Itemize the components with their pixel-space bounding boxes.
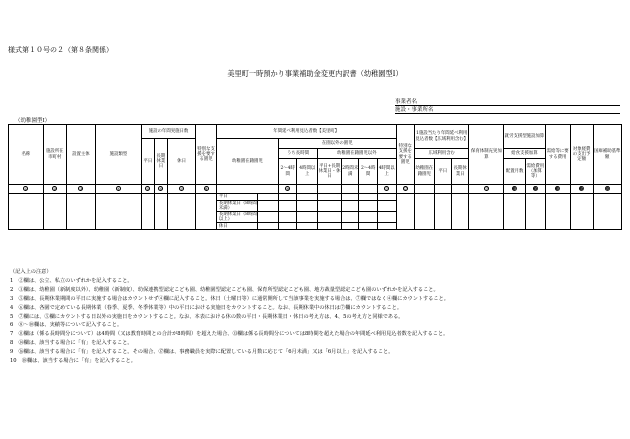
subsidy-table bbox=[8, 124, 622, 230]
cell[interactable] bbox=[297, 212, 318, 223]
header-sub-total: 需給等に要する費用 bbox=[545, 125, 570, 185]
header-name: 名称 bbox=[9, 125, 44, 185]
input-location[interactable] bbox=[43, 194, 66, 230]
header-operator: 設置主体 bbox=[66, 125, 95, 185]
mark-22: ⑮ bbox=[526, 185, 546, 194]
mark-16: ⑫ bbox=[396, 185, 415, 194]
cell[interactable] bbox=[359, 223, 378, 230]
mark-3: ③ bbox=[66, 185, 95, 194]
cell[interactable] bbox=[297, 223, 318, 230]
header-holiday: 休日 bbox=[167, 139, 195, 185]
cell[interactable] bbox=[342, 223, 359, 230]
mark-2: ② bbox=[43, 185, 66, 194]
mark-20: ⑬ bbox=[469, 185, 504, 194]
input-special-support-2[interactable] bbox=[396, 194, 415, 230]
input-long-holiday-days[interactable] bbox=[154, 194, 167, 230]
input-holiday-days[interactable] bbox=[167, 194, 195, 230]
cell[interactable] bbox=[258, 223, 279, 230]
cell[interactable] bbox=[278, 223, 297, 230]
cell[interactable] bbox=[258, 194, 279, 201]
cell[interactable] bbox=[570, 194, 593, 230]
header-h2-under: 2時間未満 bbox=[342, 159, 359, 185]
cell[interactable] bbox=[278, 212, 297, 223]
cell[interactable] bbox=[359, 212, 378, 223]
mark-14 bbox=[359, 185, 378, 194]
header-special-support-2: 特別な支援を要する園児 bbox=[396, 125, 415, 185]
row-label-weekday: 平日 bbox=[216, 194, 257, 201]
cell[interactable] bbox=[342, 212, 359, 223]
cell[interactable] bbox=[526, 194, 546, 230]
cell[interactable] bbox=[415, 194, 435, 230]
note-item-8: 8 ⑭欄は、該当する場合に「有」を記入すること。 bbox=[10, 340, 133, 347]
notes-title: （記入上の注意） bbox=[10, 269, 52, 275]
note-item-5: 5 ⑦欄には、⑤欄にカウントする日以外の実施日をカウントすること。なお、本表における休の数の平日・長期休業日・休日の考え方は、4、5の考え方と同様である。 bbox=[10, 313, 404, 320]
mark-1: ① bbox=[9, 185, 44, 194]
header-special-support: 特別な支援を要する園児 bbox=[196, 125, 217, 185]
cell[interactable] bbox=[359, 194, 378, 201]
header-long-time: うち長時間 bbox=[278, 149, 317, 159]
header-weekday-sub: 平日 bbox=[434, 159, 451, 185]
mark-25: ⑱ bbox=[593, 185, 621, 194]
header-h2-4-a: 2～4時間 bbox=[278, 159, 297, 185]
table-row bbox=[9, 194, 622, 201]
note-item-1: 1 ②欄は、公立、私立のいずれかを記入すること。 bbox=[10, 277, 133, 284]
business-name-label: 事業者名 bbox=[395, 99, 418, 105]
business-info bbox=[395, 98, 620, 114]
mark-23: ⑯ bbox=[545, 185, 570, 194]
mark-6: ⑥ bbox=[154, 185, 167, 194]
header-location: 施設所在市町村 bbox=[43, 125, 66, 185]
header-open-days: 施設の年間実施日数 bbox=[141, 125, 195, 139]
input-operator[interactable] bbox=[66, 194, 95, 230]
row-label-holiday: 休日 bbox=[216, 223, 257, 230]
mark-21: ⑭ bbox=[504, 185, 526, 194]
mark-8: ⑧ bbox=[196, 185, 217, 194]
mark-15: ⑪ bbox=[377, 185, 396, 194]
cell[interactable] bbox=[297, 194, 318, 201]
header-facility-type: 施設類型 bbox=[96, 125, 142, 185]
cell[interactable] bbox=[377, 201, 396, 212]
mark-17 bbox=[415, 185, 435, 194]
mark-12 bbox=[318, 185, 342, 194]
cell[interactable] bbox=[258, 201, 279, 212]
facility-name-label: 施設・事業所名 bbox=[395, 107, 434, 113]
mark-19 bbox=[452, 185, 469, 194]
cell[interactable] bbox=[377, 223, 396, 230]
header-weekday-long: 平日+長期休業日・休日 bbox=[318, 159, 342, 185]
header-annual-users: 年間延べ利用見込者数【美里町】 bbox=[216, 125, 396, 139]
cell[interactable] bbox=[318, 223, 342, 230]
cell[interactable] bbox=[359, 201, 378, 212]
circle-row bbox=[9, 185, 622, 194]
note-item-9: 9 ⑯欄は、該当する場合に「有」を記入すること。その場合、⑰欄は、事務職員を実際に配置している月数に応じて「6月未満」又は「6月以上」を記入すること。 bbox=[10, 349, 394, 356]
input-facility-type[interactable] bbox=[96, 194, 142, 230]
section-label: （幼稚園型Ⅰ） bbox=[15, 118, 51, 124]
input-special-support[interactable] bbox=[196, 194, 217, 230]
cell[interactable] bbox=[318, 201, 342, 212]
mark-24: ⑰ bbox=[570, 185, 593, 194]
header-nursing-staff: 保育体制充実加算 bbox=[469, 125, 504, 185]
mark-18 bbox=[434, 185, 451, 194]
cell[interactable] bbox=[342, 201, 359, 212]
cell[interactable] bbox=[504, 194, 526, 230]
row-label-long-holiday-over: 長期休業日（8時間以上） bbox=[216, 212, 257, 223]
header-meal-support: 給食支援加算 bbox=[504, 149, 545, 159]
cell[interactable] bbox=[318, 194, 342, 201]
header-other-children: 在園以外の園児 bbox=[278, 139, 396, 149]
header-national-subsidy: 国庫補助基準額 bbox=[593, 125, 621, 185]
mark-5: ⑤ bbox=[141, 185, 154, 194]
business-name-row bbox=[395, 98, 620, 106]
cell[interactable] bbox=[593, 194, 621, 230]
note-item-6: 6 ⑧～⑩欄は、実績等について記入すること。 bbox=[10, 322, 123, 329]
note-item-7: 7 ⑪欄は（係る長時間分について）は4時間（又は教育時間との合計が8時間）を超えた場合、⑬欄は係る長時間分については8時間を超えた場合の年間延べ利用見込者数を記入すること。 bbox=[10, 331, 449, 338]
mark-10: ⑩ bbox=[278, 185, 297, 194]
cell[interactable] bbox=[342, 194, 359, 201]
cell[interactable] bbox=[318, 212, 342, 223]
form-number: 様式第１０号の２（第８条関係） bbox=[8, 46, 113, 54]
header-allocation-month: 配置月数 bbox=[504, 159, 526, 185]
input-name[interactable] bbox=[9, 194, 44, 230]
header-employment-support: 就労支援型施設加算 bbox=[504, 125, 545, 149]
page-title: 美里町一時預かり事業補助金変更内訳書（幼稚園型Ⅰ） bbox=[227, 69, 403, 78]
note-item-10: 10 ⑱欄は、該当する場合に「有」を記入すること。 bbox=[10, 358, 136, 365]
mark-4: ④ bbox=[96, 185, 142, 194]
mark-13 bbox=[342, 185, 359, 194]
note-item-2: 2 ③欄は、幼稚園（新制度以外）、幼稚園（新制度）、幼保連携型認定こども園、幼稚園型認定こども園、保育所型認定こども園、地方裁量型認定こども園のいずれかを記入すること。 bbox=[10, 286, 439, 293]
cell[interactable] bbox=[434, 194, 451, 230]
cell[interactable] bbox=[258, 212, 279, 223]
note-item-3: 3 ⑤欄は、長期休業期間の平日に実施する場合はカウントせず④欄に記入すること。休日（土曜日等）に通常開所して当該事業を実施する場合は、⑦欄ではなく④欄にカウントすること。 bbox=[10, 295, 449, 302]
header-long-holiday: 長期休業日 bbox=[154, 139, 167, 185]
header-per-facility: 1施設当たり年間延べ利用見込者数【広域利用含む】 bbox=[415, 125, 469, 149]
header-wide-area: 広域利用含む bbox=[415, 149, 469, 159]
header-h4-over-b: 4時間以上 bbox=[377, 159, 396, 185]
cell[interactable] bbox=[452, 194, 469, 230]
header-h4-over-a: 4時間以上 bbox=[297, 159, 318, 185]
mark-7: ⑦ bbox=[167, 185, 195, 194]
header-total-col: 需給費用（加算等） bbox=[526, 159, 546, 185]
cell[interactable] bbox=[278, 201, 297, 212]
mark-11 bbox=[297, 185, 318, 194]
notes bbox=[10, 268, 620, 366]
row-label-long-holiday-under: 長期休業日（8時間未満） bbox=[216, 201, 257, 212]
cell[interactable] bbox=[545, 194, 570, 230]
input-weekday-days[interactable] bbox=[141, 194, 154, 230]
note-item-4: 4 ⑥欄は、各園で定めている長期休業（春季、夏季、冬季休業等）中の平日における実施日をカウントすること。なお、長期休業中の休日は⑦欄にカウントすること。 bbox=[10, 304, 403, 311]
header-other-than-kinder: 幼稚園在籍園児以外 bbox=[318, 149, 396, 159]
cell[interactable] bbox=[278, 194, 297, 201]
header-long-holiday-sub: 長期休業日 bbox=[452, 159, 469, 185]
header-target-total: 対象経費の支出予定額 bbox=[570, 125, 593, 185]
cell[interactable] bbox=[297, 201, 318, 212]
header-kindergarten: 幼稚園在籍園児 bbox=[216, 139, 278, 185]
cell[interactable] bbox=[377, 194, 396, 201]
cell[interactable] bbox=[469, 194, 504, 230]
header-h2-4-b: 2～4時間 bbox=[359, 159, 378, 185]
mark-9 bbox=[216, 185, 278, 194]
header-weekday: 平日 bbox=[141, 139, 154, 185]
header-kinder-sub: 幼稚園在籍園児 bbox=[415, 159, 435, 185]
facility-name-row bbox=[395, 106, 620, 114]
cell[interactable] bbox=[377, 212, 396, 223]
